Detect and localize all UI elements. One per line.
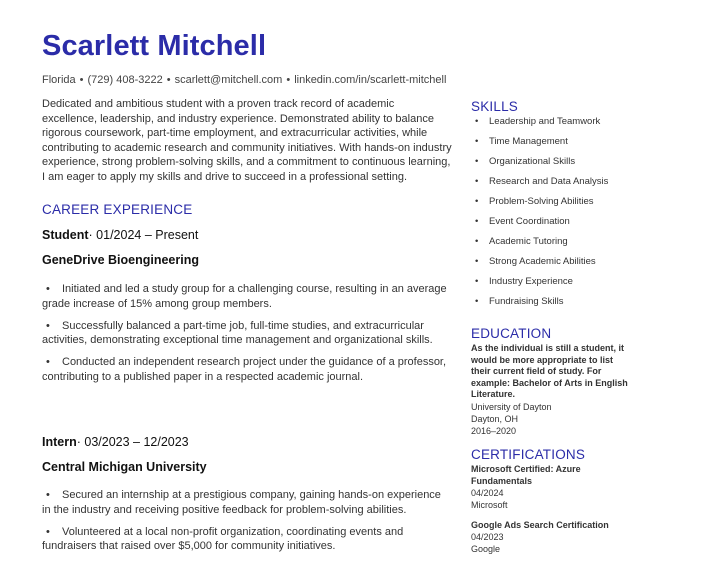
bullet-dot: •: [475, 296, 479, 307]
contact-separator: •: [79, 74, 84, 86]
certification-date: 04/2023: [471, 532, 504, 542]
education-school: University of Dayton: [471, 402, 552, 412]
job-role: Intern: [42, 435, 77, 449]
skill-item: • Event Coordination: [471, 215, 608, 235]
job-bullet: • Conducted an independent research project under the guidance of a professor, contributing to a published paper in a respected academic journal.: [42, 356, 447, 383]
job-company: GeneDrive Bioengineering: [42, 253, 199, 267]
contact-line: [42, 74, 446, 86]
contact-separator: •: [166, 74, 171, 86]
bullet-dot: •: [475, 256, 479, 267]
bullet-dot: •: [46, 283, 50, 295]
job-title-line: [42, 228, 198, 242]
section-title-experience: CAREER EXPERIENCE: [42, 202, 193, 217]
job-title-line: [42, 435, 189, 449]
skill-item: • Problem-Solving Abilities: [471, 195, 608, 215]
skill-item: • Leadership and Teamwork: [471, 115, 608, 135]
skill-item: • Research and Data Analysis: [471, 175, 608, 195]
skill-item: • Strong Academic Abilities: [471, 255, 608, 275]
skills-list: [471, 115, 608, 315]
job-bullet: • Successfully balanced a part-time job, full-time studies, and extracurricular activities, demonstrating exceptional time management and organizational skills.: [42, 319, 433, 347]
certification-issuer: Google: [471, 544, 501, 554]
certification-name: Microsoft Certified: Azure Fundamentals: [471, 464, 581, 486]
job-role: Student: [42, 228, 89, 242]
certification-name: Google Ads Search Certification: [471, 520, 609, 530]
certification-date: 04/2024: [471, 488, 504, 498]
section-title-skills: SKILLS: [471, 99, 518, 114]
contact-linkedin[interactable]: linkedin.com/in/scarlett-mitchell: [294, 74, 447, 86]
job-bullet: • Secured an internship at a prestigious company, gaining hands-on experience in the industry and receiving positive feedback for problem-solving abilities.: [42, 489, 441, 516]
education-note: As the individual is still a student, it would be more appropriate to list their current field of study. For example: Bachelor of Arts in English Literature.: [471, 343, 628, 400]
contact-phone: (729) 408-3222: [87, 74, 163, 86]
resume-name: Scarlett Mitchell: [42, 30, 267, 62]
bullet-dot: •: [475, 276, 479, 287]
section-title-certifications: CERTIFICATIONS: [471, 447, 586, 462]
bullet-dot: •: [46, 525, 50, 538]
bullet-dot: •: [475, 176, 479, 187]
bullet-dot: •: [46, 489, 50, 501]
job-bullets: [42, 282, 452, 392]
skill-item: • Fundraising Skills: [471, 295, 608, 315]
certification-issuer: Microsoft: [471, 500, 508, 510]
contact-location: Florida: [42, 74, 76, 86]
contact-email[interactable]: scarlett@mitchell.com: [174, 74, 283, 86]
skill-item: • Organizational Skills: [471, 155, 608, 175]
skill-item: • Academic Tutoring: [471, 235, 608, 255]
bullet-dot: •: [46, 319, 50, 332]
education-years: 2016–2020: [471, 426, 517, 436]
bullet-dot: •: [475, 156, 479, 167]
bullet-dot: •: [475, 116, 479, 127]
bullet-dot: •: [46, 356, 50, 369]
education-location: Dayton, OH: [471, 414, 519, 424]
summary-paragraph: Dedicated and ambitious student with a proven track record of academic excellence, leadership, and industry experience. Demonstrated ability to balance rigorous coursework, part-time employment, and extracurricular activities, while contributing to academic research and community initiatives. With hands-on industry experience, strong problem-solving skills, and a commitment to continuous learning, I am eager to apply my skills and drive to succeed in a professional setting.: [42, 98, 452, 183]
bullet-dot: •: [475, 216, 479, 227]
bullet-dot: •: [475, 196, 479, 207]
bullet-dot: •: [475, 236, 479, 247]
job-bullets: [42, 488, 452, 561]
skill-item: • Time Management: [471, 135, 608, 155]
section-title-education: EDUCATION: [471, 326, 552, 341]
job-bullet: • Initiated and led a study group for a challenging course, resulting in an average grade increase of 15% among group members.: [42, 283, 447, 310]
skill-item: • Industry Experience: [471, 275, 608, 295]
contact-separator: •: [286, 74, 291, 86]
job-dates: · 03/2023 – 12/2023: [76, 435, 189, 449]
job-company: Central Michigan University: [42, 460, 207, 474]
job-bullet: • Volunteered at a local non-profit organization, coordinating events and fundraisers that raised over $5,000 for community initiatives.: [42, 525, 404, 553]
bullet-dot: •: [475, 136, 479, 147]
job-dates: · 01/2024 – Present: [88, 228, 199, 242]
